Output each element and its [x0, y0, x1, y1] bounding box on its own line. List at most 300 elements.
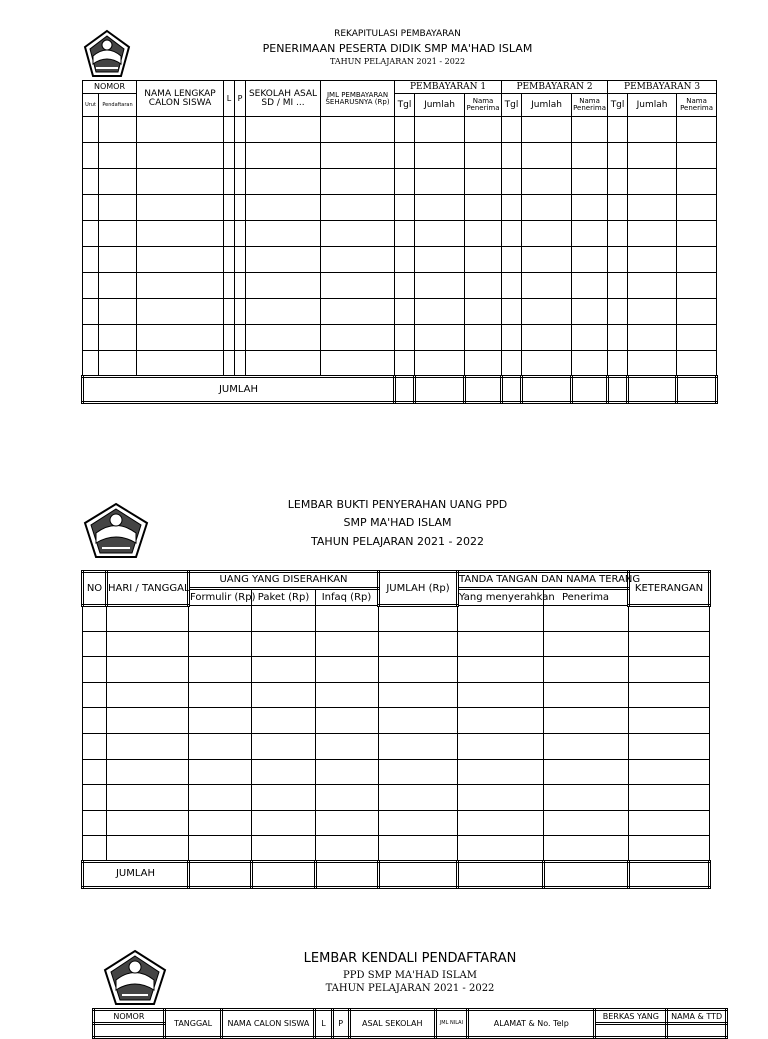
- receipt-total-label: JUMLAH: [83, 861, 189, 887]
- empty-cell: [235, 221, 246, 247]
- empty-cell: [677, 325, 717, 351]
- empty-cell: [235, 273, 246, 299]
- table-row: [83, 708, 710, 734]
- table-row: [83, 299, 717, 325]
- empty-cell: [465, 169, 502, 195]
- empty-cell: [395, 247, 415, 273]
- empty-cell: [544, 733, 629, 759]
- header-jumlah-2: Jumlah: [522, 94, 572, 117]
- empty-cell: [224, 273, 235, 299]
- empty-cell: [235, 143, 246, 169]
- empty-cell: [628, 247, 677, 273]
- total-cell: [415, 377, 465, 403]
- empty-cell: [379, 657, 458, 683]
- empty-cell: [608, 247, 628, 273]
- empty-cell: [379, 682, 458, 708]
- empty-cell: [502, 299, 522, 325]
- header-jumlah-3: Jumlah: [628, 94, 677, 117]
- empty-cell: [246, 325, 321, 351]
- empty-cell: [395, 169, 415, 195]
- empty-cell: [235, 247, 246, 273]
- empty-cell: [544, 606, 629, 632]
- empty-cell: [107, 631, 189, 657]
- total-cell: [316, 861, 379, 887]
- empty-cell: [458, 708, 544, 734]
- empty-cell: [107, 733, 189, 759]
- empty-cell: [522, 143, 572, 169]
- empty-cell: [458, 836, 544, 862]
- table-row: [83, 325, 717, 351]
- empty-cell: [628, 143, 677, 169]
- empty-cell: [235, 351, 246, 377]
- empty-cell: [379, 759, 458, 785]
- empty-cell: [246, 195, 321, 221]
- empty-cell: [321, 247, 395, 273]
- empty-cell: [629, 759, 710, 785]
- empty-cell: [458, 759, 544, 785]
- empty-cell: [83, 143, 99, 169]
- empty-cell: [522, 169, 572, 195]
- header-hari-tanggal: HARI / TANGGAL: [107, 572, 189, 606]
- empty-cell: [252, 657, 316, 683]
- empty-cell: [628, 299, 677, 325]
- empty-cell: [608, 143, 628, 169]
- empty-cell: [465, 273, 502, 299]
- header-asal-sekolah: ASAL SEKOLAH: [349, 1010, 435, 1038]
- empty-cell: [544, 708, 629, 734]
- empty-cell: [321, 117, 395, 143]
- empty-cell: [629, 631, 710, 657]
- total-cell: [465, 377, 502, 403]
- empty-cell: [544, 657, 629, 683]
- empty-cell: [235, 169, 246, 195]
- header-pendaftaran: Pendaftaran: [99, 94, 137, 117]
- header-penerima-3: Nama Penerima: [677, 94, 717, 117]
- empty-cell: [224, 143, 235, 169]
- empty-cell: [316, 631, 379, 657]
- empty-cell: [572, 169, 608, 195]
- empty-cell: [189, 606, 252, 632]
- empty-cell: [465, 299, 502, 325]
- empty-cell: [458, 785, 544, 811]
- empty-cell: [677, 195, 717, 221]
- empty-cell: [252, 708, 316, 734]
- empty-cell: [107, 606, 189, 632]
- table-row: [83, 631, 710, 657]
- empty-cell: [316, 682, 379, 708]
- empty-cell: [137, 169, 224, 195]
- total-cell: [677, 377, 717, 403]
- empty-cell: [379, 708, 458, 734]
- empty-cell: [83, 810, 107, 836]
- empty-cell: [677, 117, 717, 143]
- school-emblem-icon: [84, 503, 148, 559]
- total-cell: [189, 861, 252, 887]
- empty-cell: [189, 836, 252, 862]
- header-nama-ttd: NAMA & TTD: [667, 1010, 727, 1024]
- empty-cell: [502, 169, 522, 195]
- table-row: [83, 143, 717, 169]
- empty-cell: [608, 299, 628, 325]
- empty-cell: [137, 299, 224, 325]
- table-row: [83, 195, 717, 221]
- empty-cell: [395, 325, 415, 351]
- header-tgl-3: Tgl: [608, 94, 628, 117]
- empty-cell: [465, 221, 502, 247]
- header-p: P: [332, 1010, 349, 1038]
- header-formulir: Formulir (Rp): [189, 589, 252, 606]
- empty-cell: [83, 733, 107, 759]
- header-cell: [595, 1024, 667, 1038]
- empty-cell: [379, 606, 458, 632]
- empty-cell: [137, 143, 224, 169]
- empty-cell: [316, 606, 379, 632]
- empty-cell: [83, 657, 107, 683]
- table-row: [83, 221, 717, 247]
- empty-cell: [572, 117, 608, 143]
- empty-cell: [572, 143, 608, 169]
- empty-cell: [379, 733, 458, 759]
- empty-cell: [321, 299, 395, 325]
- empty-cell: [252, 606, 316, 632]
- table-row: [83, 117, 717, 143]
- empty-cell: [608, 325, 628, 351]
- empty-cell: [246, 143, 321, 169]
- empty-cell: [629, 606, 710, 632]
- empty-cell: [83, 221, 99, 247]
- empty-cell: [522, 117, 572, 143]
- header-tanggal: TANGGAL: [164, 1010, 222, 1038]
- empty-cell: [522, 273, 572, 299]
- header-l: L: [224, 81, 235, 117]
- empty-cell: [465, 351, 502, 377]
- empty-cell: [224, 221, 235, 247]
- header-penerima-2: Nama Penerima: [572, 94, 608, 117]
- empty-cell: [608, 273, 628, 299]
- empty-cell: [379, 785, 458, 811]
- header-pembayaran-1: PEMBAYARAN 1: [395, 81, 502, 94]
- total-cell: [628, 377, 677, 403]
- empty-cell: [379, 836, 458, 862]
- empty-cell: [629, 785, 710, 811]
- header-jml-pembayaran: JML PEMBAYARAN SEHARUSNYA (Rp): [321, 81, 395, 117]
- empty-cell: [99, 169, 137, 195]
- empty-cell: [544, 836, 629, 862]
- table-row: [83, 733, 710, 759]
- empty-cell: [137, 117, 224, 143]
- empty-cell: [544, 682, 629, 708]
- empty-cell: [224, 117, 235, 143]
- table-row: [83, 247, 717, 273]
- empty-cell: [107, 810, 189, 836]
- empty-cell: [395, 351, 415, 377]
- empty-cell: [415, 325, 465, 351]
- empty-cell: [252, 682, 316, 708]
- control-title-2: PPD SMP MA'HAD ISLAM: [343, 970, 477, 981]
- empty-cell: [628, 195, 677, 221]
- empty-cell: [502, 143, 522, 169]
- header-jumlah-rp: JUMLAH (Rp): [379, 572, 458, 606]
- control-title-1: LEMBAR KENDALI PENDAFTARAN: [303, 951, 517, 966]
- empty-cell: [189, 810, 252, 836]
- empty-cell: [629, 708, 710, 734]
- empty-cell: [629, 836, 710, 862]
- empty-cell: [99, 299, 137, 325]
- table-row: [83, 657, 710, 683]
- empty-cell: [252, 810, 316, 836]
- header-sekolah-asal: SEKOLAH ASAL SD / MI ...: [246, 81, 321, 117]
- empty-cell: [677, 221, 717, 247]
- header-uang-diserahkan: UANG YANG DISERAHKAN: [189, 572, 379, 589]
- empty-cell: [628, 351, 677, 377]
- empty-cell: [458, 733, 544, 759]
- header-tgl-1: Tgl: [395, 94, 415, 117]
- empty-cell: [316, 733, 379, 759]
- empty-cell: [415, 247, 465, 273]
- recap-rows: [83, 117, 717, 377]
- school-emblem-icon: [84, 30, 130, 78]
- recap-title-top: REKAPITULASI PEMBAYARAN: [334, 29, 461, 39]
- empty-cell: [99, 195, 137, 221]
- empty-cell: [502, 195, 522, 221]
- empty-cell: [395, 117, 415, 143]
- empty-cell: [465, 325, 502, 351]
- empty-cell: [629, 657, 710, 683]
- empty-cell: [83, 247, 99, 273]
- empty-cell: [252, 631, 316, 657]
- empty-cell: [572, 221, 608, 247]
- empty-cell: [522, 325, 572, 351]
- empty-cell: [458, 810, 544, 836]
- school-emblem-icon: [104, 950, 166, 1006]
- header-pembayaran-2: PEMBAYARAN 2: [502, 81, 608, 94]
- header-nomor: NOMOR: [83, 81, 137, 94]
- empty-cell: [677, 351, 717, 377]
- empty-cell: [107, 708, 189, 734]
- table-row: [83, 810, 710, 836]
- empty-cell: [137, 247, 224, 273]
- empty-cell: [107, 785, 189, 811]
- empty-cell: [572, 195, 608, 221]
- empty-cell: [83, 117, 99, 143]
- empty-cell: [458, 606, 544, 632]
- empty-cell: [677, 299, 717, 325]
- empty-cell: [395, 221, 415, 247]
- header-urut: Urut: [83, 94, 99, 117]
- recap-title-year: TAHUN PELAJARAN 2021 - 2022: [329, 57, 466, 66]
- empty-cell: [189, 631, 252, 657]
- empty-cell: [395, 299, 415, 325]
- empty-cell: [107, 759, 189, 785]
- empty-cell: [321, 143, 395, 169]
- empty-cell: [316, 785, 379, 811]
- empty-cell: [189, 682, 252, 708]
- empty-cell: [83, 169, 99, 195]
- empty-cell: [316, 708, 379, 734]
- empty-cell: [189, 657, 252, 683]
- header-nama-calon-siswa: NAMA CALON SISWA: [222, 1010, 315, 1038]
- empty-cell: [99, 117, 137, 143]
- empty-cell: [246, 273, 321, 299]
- empty-cell: [415, 299, 465, 325]
- empty-cell: [415, 195, 465, 221]
- empty-cell: [83, 759, 107, 785]
- empty-cell: [522, 299, 572, 325]
- header-penerima: Penerima: [544, 589, 629, 606]
- empty-cell: [99, 273, 137, 299]
- total-cell: [252, 861, 316, 887]
- header-paket: Paket (Rp): [252, 589, 316, 606]
- empty-cell: [608, 221, 628, 247]
- empty-cell: [83, 836, 107, 862]
- empty-cell: [502, 351, 522, 377]
- empty-cell: [246, 299, 321, 325]
- empty-cell: [677, 247, 717, 273]
- empty-cell: [379, 810, 458, 836]
- empty-cell: [628, 325, 677, 351]
- empty-cell: [628, 273, 677, 299]
- header-infaq: Infaq (Rp): [316, 589, 379, 606]
- header-tgl-2: Tgl: [502, 94, 522, 117]
- header-tanda-tangan: TANDA TANGAN DAN NAMA TERANG: [458, 572, 629, 589]
- empty-cell: [502, 325, 522, 351]
- empty-cell: [629, 810, 710, 836]
- empty-cell: [395, 273, 415, 299]
- empty-cell: [83, 682, 107, 708]
- empty-cell: [458, 657, 544, 683]
- receipt-title-3: TAHUN PELAJARAN 2021 - 2022: [311, 535, 484, 548]
- empty-cell: [83, 631, 107, 657]
- empty-cell: [107, 836, 189, 862]
- empty-cell: [395, 195, 415, 221]
- empty-cell: [544, 759, 629, 785]
- recap-payment-table: [81, 80, 718, 404]
- total-cell: [544, 861, 629, 887]
- empty-cell: [252, 733, 316, 759]
- total-cell: [522, 377, 572, 403]
- empty-cell: [99, 351, 137, 377]
- empty-cell: [83, 325, 99, 351]
- empty-cell: [137, 351, 224, 377]
- empty-cell: [465, 195, 502, 221]
- empty-cell: [321, 325, 395, 351]
- empty-cell: [415, 169, 465, 195]
- empty-cell: [572, 351, 608, 377]
- empty-cell: [99, 143, 137, 169]
- table-row: [83, 351, 717, 377]
- empty-cell: [252, 759, 316, 785]
- empty-cell: [321, 195, 395, 221]
- total-cell: [379, 861, 458, 887]
- total-cell: [608, 377, 628, 403]
- empty-cell: [99, 325, 137, 351]
- header-jml-nilai: JML NILAI: [435, 1010, 467, 1038]
- empty-cell: [189, 785, 252, 811]
- header-alamat: ALAMAT & No. Telp: [468, 1010, 595, 1038]
- empty-cell: [608, 169, 628, 195]
- empty-cell: [83, 708, 107, 734]
- empty-cell: [83, 785, 107, 811]
- empty-cell: [544, 785, 629, 811]
- empty-cell: [321, 221, 395, 247]
- receipt-title-2: SMP MA'HAD ISLAM: [343, 516, 452, 529]
- empty-cell: [224, 325, 235, 351]
- empty-cell: [522, 195, 572, 221]
- empty-cell: [522, 351, 572, 377]
- empty-cell: [235, 299, 246, 325]
- empty-cell: [321, 273, 395, 299]
- empty-cell: [235, 195, 246, 221]
- empty-cell: [107, 657, 189, 683]
- empty-cell: [465, 247, 502, 273]
- header-yang-menyerahkan: Yang menyerahkan: [458, 589, 544, 606]
- empty-cell: [572, 325, 608, 351]
- empty-cell: [83, 606, 107, 632]
- empty-cell: [502, 117, 522, 143]
- empty-cell: [316, 836, 379, 862]
- empty-cell: [99, 221, 137, 247]
- empty-cell: [99, 247, 137, 273]
- empty-cell: [252, 836, 316, 862]
- receipt-table: [81, 570, 711, 889]
- empty-cell: [224, 299, 235, 325]
- header-penerima-1: Nama Penerima: [465, 94, 502, 117]
- empty-cell: [395, 143, 415, 169]
- header-berkas: BERKAS YANG: [595, 1010, 667, 1024]
- header-pembayaran-3: PEMBAYARAN 3: [608, 81, 717, 94]
- empty-cell: [608, 195, 628, 221]
- empty-cell: [629, 733, 710, 759]
- empty-cell: [465, 117, 502, 143]
- empty-cell: [379, 631, 458, 657]
- empty-cell: [458, 682, 544, 708]
- empty-cell: [415, 351, 465, 377]
- empty-cell: [608, 351, 628, 377]
- empty-cell: [544, 631, 629, 657]
- empty-cell: [628, 221, 677, 247]
- empty-cell: [321, 351, 395, 377]
- table-row: [83, 273, 717, 299]
- empty-cell: [246, 169, 321, 195]
- total-cell: [458, 861, 544, 887]
- header-cell: [667, 1024, 727, 1038]
- table-row: [83, 169, 717, 195]
- empty-cell: [137, 195, 224, 221]
- empty-cell: [415, 273, 465, 299]
- empty-cell: [572, 247, 608, 273]
- empty-cell: [458, 631, 544, 657]
- empty-cell: [316, 810, 379, 836]
- total-cell: [629, 861, 710, 887]
- header-nama-lengkap: NAMA LENGKAP CALON SISWA: [137, 81, 224, 117]
- empty-cell: [677, 169, 717, 195]
- empty-cell: [321, 169, 395, 195]
- empty-cell: [83, 195, 99, 221]
- empty-cell: [246, 117, 321, 143]
- empty-cell: [137, 221, 224, 247]
- empty-cell: [677, 143, 717, 169]
- header-cell: [94, 1024, 165, 1038]
- empty-cell: [235, 325, 246, 351]
- header-p: P: [235, 81, 246, 117]
- empty-cell: [189, 708, 252, 734]
- empty-cell: [628, 169, 677, 195]
- empty-cell: [628, 117, 677, 143]
- empty-cell: [677, 273, 717, 299]
- header-jumlah-1: Jumlah: [415, 94, 465, 117]
- recap-total-label: JUMLAH: [83, 377, 395, 403]
- empty-cell: [522, 247, 572, 273]
